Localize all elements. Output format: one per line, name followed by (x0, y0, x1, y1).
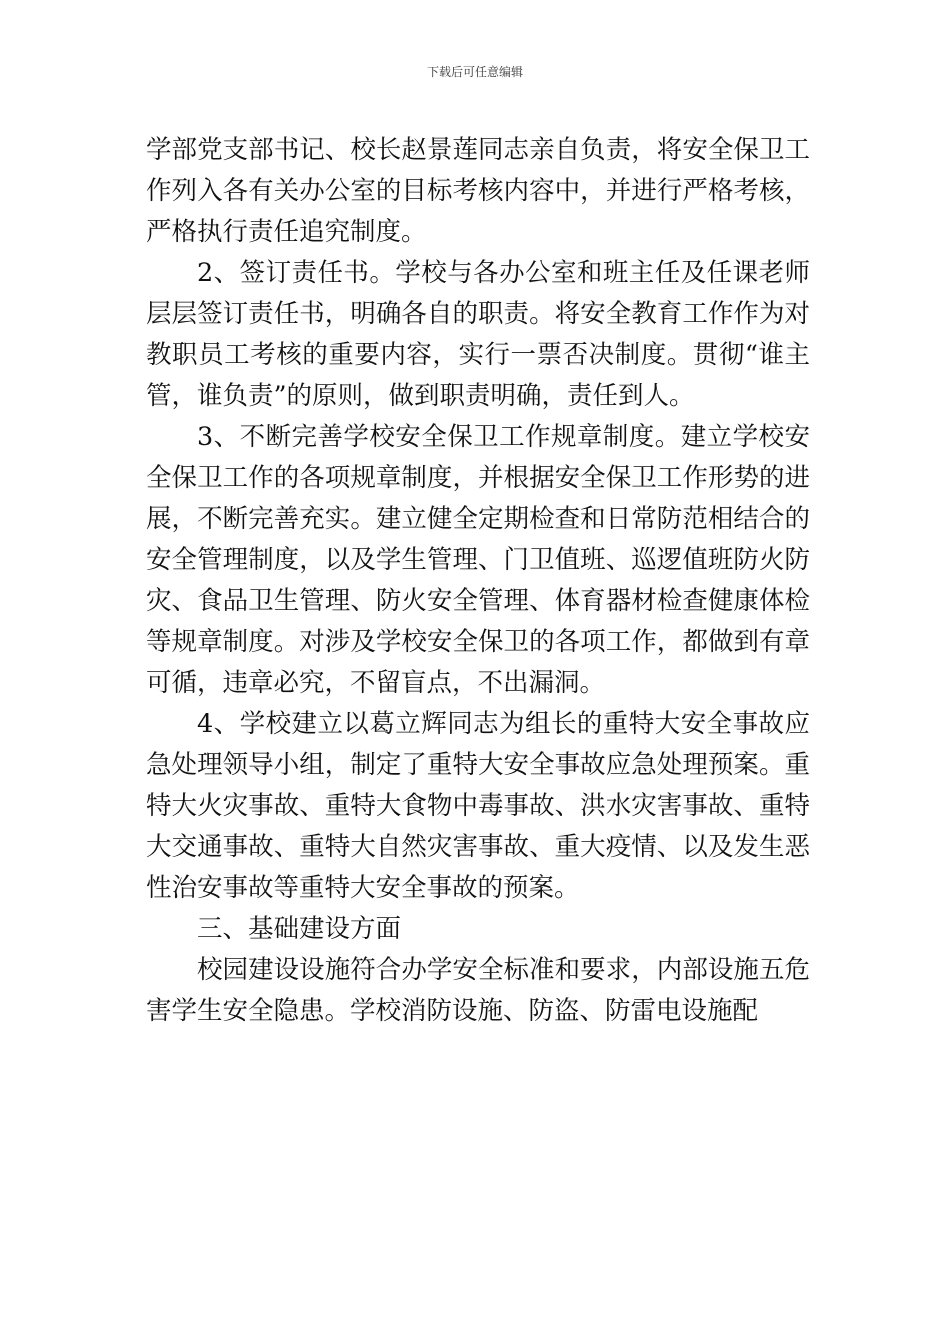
paragraph-campus-facilities: 校园建设设施符合办学安全标准和要求，内部设施五危害学生安全隐患。学校消防设施、防盗、防雷电设施配 (146, 955, 810, 1026)
paragraph-responsibility-continued: 学部党支部书记、校长赵景莲同志亲自负责，将安全保卫工作列入各有关办公室的目标考核内容中，并进行严格考核，严格执行责任追究制度。 (146, 135, 810, 247)
paragraph-rules-and-regulations: 3、不断完善学校安全保卫工作规章制度。建立学校安全保卫工作的各项规章制度，并根据安全保卫工作形势的进展，不断完善充实。建立健全定期检查和日常防范相结合的安全管理制度，以及学生管理、门卫值班、巡逻值班防火防灾、食品卫生管理、防火安全管理、体育器材检查健康体检等规章制度。对涉及学校安全保卫的各项工作，都做到有章可循，违章必究，不留盲点，不出漏洞。 (146, 422, 810, 698)
page-header-note: 下载后可任意编辑 (426, 65, 523, 79)
section-heading-infrastructure: 三、基础建设方面 (197, 914, 402, 944)
document-body (146, 130, 810, 1032)
paragraph-emergency-plan: 4、学校建立以葛立辉同志为组长的重特大安全事故应急处理领导小组，制定了重特大安全事故应急处理预案。重特大火灾事故、重特大食物中毒事故、洪水灾害事故、重特大交通事故、重特大自然灾害事故、重大疫情、以及发生恶性治安事故等重特大安全事故的预案。 (146, 709, 810, 903)
paragraph-sign-responsibility: 2、签订责任书。学校与各办公室和班主任及任课老师层层签订责任书，明确各自的职责。将安全教育工作作为对教职员工考核的重要内容，实行一票否决制度。贯彻“谁主管，谁负责”的原则，做到职责明确，责任到人。 (146, 258, 810, 411)
